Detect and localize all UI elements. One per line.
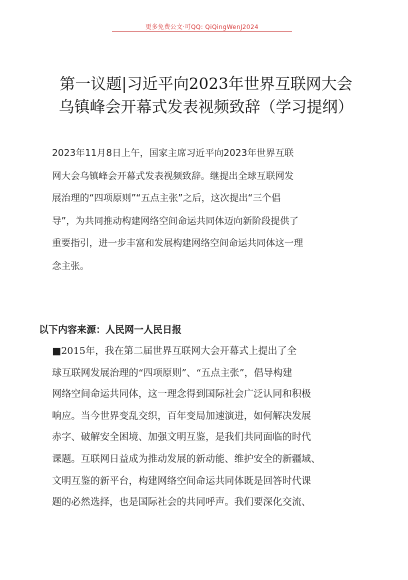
intro-line: 导”，为共同推动构建网络空间命运共同体迈向新阶段提供了 — [52, 215, 299, 227]
body-line: 网络空间命运共同体，这一理念得到国际社会广泛认同和积极 — [52, 389, 312, 401]
intro-line: 念主张。 — [52, 260, 90, 272]
intro-line: 重要指引，进一步丰富和发展构建网络空间命运共同体这一理 — [52, 238, 304, 250]
body-line: 文明互鉴的新平台，构建网络空间命运共同体既是回答时代课 — [52, 475, 312, 487]
body-line: 课题。互联网日益成为推动发展的新动能、维护安全的新疆域、 — [52, 453, 321, 465]
watermark-underline — [112, 31, 292, 32]
body-paragraph — [52, 341, 372, 514]
title-line-1: 第一议题|习近平向2023年世界互联网大会 — [59, 75, 353, 93]
body-line: 赤字、破解安全困境、加强文明互鉴，是我们共同面临的时代 — [52, 432, 312, 444]
intro-paragraph — [52, 143, 364, 279]
body-line: 球互联网发展治理的“四项原则”、“五点主张”，倡导构建 — [52, 367, 293, 379]
source-heading: 以下内容来源：人民网一人民日报 — [39, 325, 182, 336]
title-line-2: 乌镇峰会开幕式发表视频致辞（学习提纲） — [58, 98, 354, 116]
intro-line: 展治理的“四项原则”“五点主张”之后，这次提出“三个倡 — [52, 193, 281, 205]
intro-line: 网大会乌镇峰会开幕式发表视频致辞。继提出全球互联网发 — [52, 170, 294, 182]
body-line: 响应。当今世界变乱交织，百年变局加速演进，如何解决发展 — [52, 410, 312, 422]
watermark-text: 更多免费公文·可QQ: QiQingWenJ2024 — [145, 24, 259, 31]
body-line: 题的必然选择，也是国际社会的共同呼声。我们要深化交流、 — [52, 497, 312, 509]
body-line: ■2015年，我在第二届世界互联网大会开幕式上提出了全 — [52, 346, 297, 357]
intro-line: 2023年11月8日上午，国家主席习近平向2023年世界互联 — [52, 148, 294, 159]
document-title — [38, 73, 374, 119]
